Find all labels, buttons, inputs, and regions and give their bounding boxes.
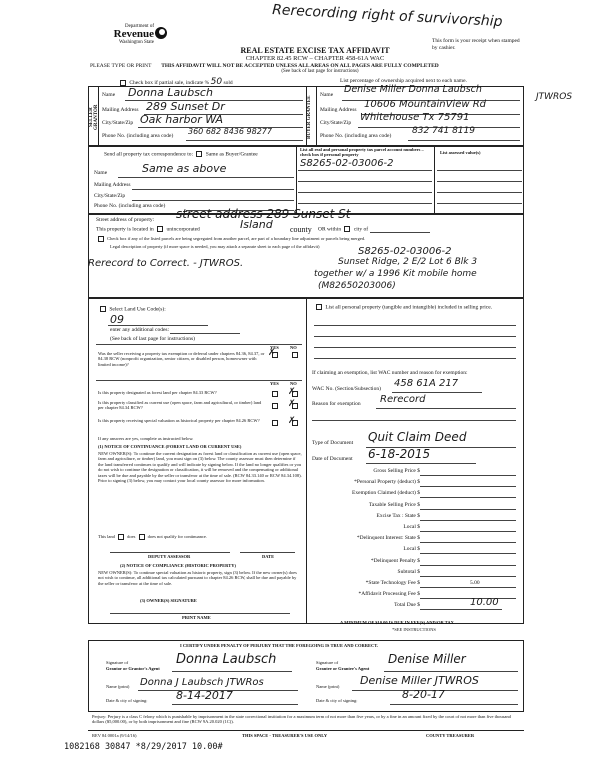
- tax-row-label: Local $: [403, 546, 420, 553]
- q3-yes-checkbox[interactable]: [272, 403, 278, 409]
- deputy-date-label: DATE: [262, 554, 275, 559]
- buyer-city[interactable]: Whitehouse Tx 75791: [360, 112, 470, 123]
- rev-number: REV 84 0001a (9/14/16): [92, 733, 137, 738]
- buyer-extra: JTWROS: [536, 92, 573, 102]
- deputy-assessor-label: DEPUTY ASSESSOR: [148, 554, 191, 559]
- tax-name[interactable]: Same as above: [142, 162, 227, 175]
- handwritten-title: Rerecording right of survivorship: [271, 1, 503, 31]
- not-accepted-line: THIS AFFIDAVIT WILL NOT BE ACCEPTED UNLESS ALL AREAS ON ALL PAGES ARE FULLY COMPLETED: [161, 63, 439, 69]
- notice1-text: NEW OWNER(S): To continue the current designation as forest land or classification as current use (open space, farm and agriculture, or timber) land, you must sign on (3) below. The county assessor must then determine if the land transferred continues to qualify and will indicate by signing below. If the land no longer qualifies or you do not wish to continue the designation or classification, it will be removed and the compensating or additional taxes will be due and payable by the seller or transferor at the time of sale. (RCW 84.33.140 or RCW 84.34.108). Prior to signing (3) below, you may contact your local county assessor for more information.: [98, 451, 302, 483]
- if-claiming-label: If claiming an exemption, list WAC number and reason for exemption:: [312, 370, 468, 376]
- tax-phone-label: Phone No. (including area code): [94, 203, 166, 209]
- partial-sale-sold: sold: [223, 80, 233, 86]
- partial-sale-label: Check box if partial sale, indicate %: [129, 80, 210, 86]
- buyer-city-label: City/State/Zip: [320, 120, 352, 126]
- date-left-label: Date & city of signing:: [106, 698, 148, 703]
- certify-text: I CERTIFY UNDER PENALTY OF PERJURY THAT THE FOREGOING IS TRUE AND CORRECT.: [180, 643, 379, 648]
- dept-logo: [88, 24, 168, 45]
- continuance-row: This land does does not qualify for continuance.: [98, 534, 207, 540]
- notice1-title: (1) NOTICE OF CONTINUANCE (FOREST LAND OR CURRENT USE): [98, 444, 242, 449]
- same-as-buyer-label: Same as Buyer/Grantee: [205, 151, 258, 158]
- dept-of: Department of: [124, 24, 154, 29]
- tax-row-label: *Personal Property (deduct) $: [354, 479, 420, 486]
- doc-type[interactable]: Quit Claim Deed: [368, 430, 467, 444]
- tax-city-label: City/State/Zip: [94, 193, 126, 199]
- tax-row-label: Total Due $: [394, 602, 420, 609]
- buyer-mailing-label: Mailing Address: [320, 107, 357, 113]
- sig-right-label-1: Signature of: [316, 660, 339, 665]
- tax-mailing-label: Mailing Address: [94, 182, 131, 188]
- no-header-2: NO: [290, 381, 297, 386]
- tax-row-label: *State Technology Fee $: [365, 580, 420, 586]
- question-forest: Is this property designated as forest land per chapter 84.33 RCW?: [98, 390, 217, 395]
- minimum-note: A MINIMUM OF $10.00 IS DUE IN FEE(S) AND/OR TAX: [340, 620, 454, 625]
- legal-line2[interactable]: Sunset Ridge, 2 E/2 Lot 6 Blk 3: [338, 257, 478, 267]
- city-checkbox[interactable]: [344, 226, 350, 232]
- if-yes-note: If any answers are yes, complete as instructed below.: [98, 436, 194, 441]
- perjury-text: Perjury: Perjury is a class C felony which is punishable by imprisonment in the state correctional institution for a maximum term of not more than five years, or by a fine in an amount fixed by the court of not more than five thousand dollars ($5,000.00), or by both imprisonment and fine (RCW 9A.20.020 (1C)).: [92, 714, 511, 725]
- send-tax-label: Send all property tax correspondence to: Same as Buyer/Grantee: [104, 151, 258, 158]
- q4-yes-checkbox[interactable]: [272, 420, 278, 426]
- tax-name-label: Name: [94, 170, 108, 176]
- same-as-buyer-checkbox[interactable]: [196, 151, 202, 157]
- buyer-name-label: Name: [320, 92, 334, 98]
- street-address[interactable]: street address 289 Sunset St: [176, 207, 351, 221]
- seller-mailing-label: Mailing Address: [102, 107, 139, 113]
- notice2-text: NEW OWNER(S): To continue special valuation as historic property, sign (3) below. If the new owner(s) does not wish to continue, all additional tax calculated pursuant to chapter 84.26 RCW, shall be due and payable by the seller or transferor at the time of sale.: [98, 570, 297, 586]
- legal-label: Legal description of property (if more space is needed, you may attach a separate sheet to each page of the affidavit): [110, 244, 320, 249]
- reason-label: Reason for exemption: [312, 401, 361, 407]
- land-use-code[interactable]: 09: [110, 313, 124, 326]
- date-left[interactable]: 8-14-2017: [176, 689, 233, 702]
- treasurer-use-only: THIS SPACE - TREASURER'S USE ONLY: [242, 733, 328, 738]
- personal-property-checkbox[interactable]: [316, 304, 322, 310]
- name-right-label: Name (print): [316, 684, 340, 689]
- legal-line4[interactable]: (M82650203006): [318, 281, 396, 291]
- print-name-label: PRINT NAME: [182, 615, 211, 620]
- parcel-number[interactable]: S8265-02-03006-2: [300, 158, 394, 169]
- recording-stamp: 1082168 30847 *8/29/2017 10.00#: [64, 742, 223, 752]
- date-right[interactable]: 8-20-17: [402, 688, 445, 701]
- washington-state: Washington State: [118, 40, 154, 45]
- ownership-note: List percentage of ownership acquired next to each name.: [340, 78, 467, 84]
- name-right[interactable]: Denise Miller JTWROS: [360, 674, 479, 687]
- does-checkbox[interactable]: [118, 534, 124, 540]
- q1-mark: ✗: [268, 348, 276, 358]
- segregated-checkbox[interactable]: [98, 236, 104, 242]
- question-exemption: Was the seller receiving a property tax exemption or deferral under chapters 84.36, 84.37, or 84.38 RCW (nonprofit organization, senior citizen, or disabled person, homeowner with limited income)?: [98, 351, 265, 367]
- name-left-label: Name (print): [106, 684, 130, 689]
- partial-sale-checkbox[interactable]: [120, 80, 126, 86]
- revenue-wordmark: Revenue: [113, 28, 154, 40]
- yes-header-2: YES: [270, 381, 279, 386]
- seller-name-label: Name: [102, 92, 116, 98]
- or-within: OR within city of: [318, 226, 369, 233]
- buyer-mailing[interactable]: 10606 MountainView Rd: [364, 99, 487, 110]
- legal-rerecord: Rerecord to Correct. - JTWROS.: [88, 258, 244, 269]
- yes-header-1: YES: [270, 345, 279, 350]
- buyer-phone-label: Phone No. (including area code): [320, 133, 392, 139]
- unincorporated-checkbox[interactable]: [157, 226, 163, 232]
- sig-left-label-2: Grantor or Grantor's Agent: [106, 666, 160, 671]
- reason-value[interactable]: Rerecord: [380, 394, 426, 405]
- tax-row-label: *Affidavit Processing Fee $: [358, 591, 420, 598]
- located-row: This property is located in unincorporated: [96, 226, 200, 233]
- doc-type-label: Type of Document: [312, 440, 354, 446]
- land-use-checkbox[interactable]: [100, 306, 106, 312]
- sig-left[interactable]: Donna Laubsch: [176, 652, 277, 667]
- tax-row-label: Subtotal $: [397, 568, 420, 575]
- street-label: Street address of property:: [96, 217, 155, 223]
- land-use-see-back: (See back of last page for instructions): [110, 336, 195, 342]
- tax-row-label: Gross Selling Price $: [373, 468, 420, 474]
- buyer-phone[interactable]: 832 741 8119: [412, 126, 475, 136]
- form-title: REAL ESTATE EXCISE TAX AFFIDAVIT: [240, 46, 390, 55]
- q1-no-checkbox[interactable]: [292, 352, 298, 358]
- buyer-name[interactable]: Denise Miller Donna Laubsch: [344, 84, 482, 95]
- seller-mailing[interactable]: 289 Sunset Dr: [146, 100, 225, 113]
- buyer-section-label: BUYER GRANTEE: [307, 95, 312, 140]
- q3-mark: ✗: [288, 399, 296, 409]
- legal-line3[interactable]: together w/ a 1996 Kit mobile home: [314, 269, 477, 279]
- q4-mark: ✗: [288, 416, 296, 426]
- please-type: PLEASE TYPE OR PRINT: [90, 63, 152, 69]
- revenue-logo-icon: [154, 26, 168, 40]
- notice2-title: (2) NOTICE OF COMPLIANCE (HISTORIC PROPERTY): [120, 563, 236, 568]
- no-header-1: NO: [290, 345, 297, 350]
- sig-right[interactable]: Denise Miller: [388, 652, 466, 666]
- assessed-header: List assessed value(s): [440, 150, 481, 155]
- parcel-header: List all real and personal property tax parcel account numbers – check box if personal property: [300, 147, 424, 158]
- tax-row-value[interactable]: 5.00: [470, 580, 480, 586]
- county-name[interactable]: Island: [240, 218, 273, 231]
- county-word: county: [290, 225, 312, 234]
- q2-yes-checkbox[interactable]: [272, 391, 278, 397]
- date-right-label: Date & city of signing:: [316, 698, 358, 703]
- tax-row-label: Taxable Selling Price $: [368, 501, 420, 508]
- seller-section-label: SELLER GRANTOR: [89, 104, 99, 131]
- segregated-row: Check box if any of the listed parcels are being segregated from another parcel, are part of a boundary line adjustment or parcels being merged.: [96, 236, 516, 242]
- sig-left-label-1: Signature of: [106, 660, 129, 665]
- partial-sale-value: 50: [210, 77, 223, 87]
- tax-row-label: Excise Tax : State $: [376, 512, 420, 519]
- wac-label: WAC No. (Section/Subsection): [312, 386, 381, 392]
- tax-row-label: Exemption Claimed (deduct) $: [352, 490, 420, 497]
- seller-city[interactable]: Oak harbor WA: [140, 113, 224, 126]
- chapter-line: CHAPTER 82.45 RCW – CHAPTER 458-61A WAC: [245, 55, 385, 62]
- seller-name[interactable]: Donna Laubsch: [128, 86, 213, 99]
- wac-number[interactable]: 458 61A 217: [394, 378, 459, 389]
- tax-row-label: *Delinquent Penalty $: [370, 557, 420, 564]
- personal-property-row: List all personal property (tangible and intangible) included in selling price.: [314, 304, 514, 310]
- tax-row-value[interactable]: 10.00: [470, 597, 499, 609]
- legal-line1[interactable]: S8265-02-03006-2: [358, 246, 452, 257]
- owner-signature-label: (3) OWNER(S) SIGNATURE: [140, 598, 197, 603]
- seller-phone-label: Phone No. (including area code): [102, 133, 174, 139]
- seller-phone[interactable]: 360 682 8436 98277: [188, 127, 272, 136]
- land-use-row: Select Land Use Code(s):: [98, 306, 166, 312]
- see-instructions: *SEE INSTRUCTIONS: [392, 627, 436, 632]
- name-left[interactable]: Donna J Laubsch JTWRos: [140, 677, 264, 688]
- tax-row-label: Local $: [403, 524, 420, 530]
- doc-date-label: Date of Document: [312, 456, 353, 462]
- additional-codes-label: enter any additional codes:: [110, 327, 170, 333]
- tax-row-label: *Delinquent Interest: State $: [356, 535, 420, 542]
- sig-right-label-2: Grantee or Grantee's Agent: [316, 666, 370, 671]
- see-back-line: (See back of last page for instructions): [281, 69, 359, 74]
- q2-mark: ✗: [288, 387, 296, 397]
- seller-city-label: City/State/Zip: [102, 120, 134, 126]
- doc-date[interactable]: 6-18-2015: [368, 447, 431, 461]
- does-not-checkbox[interactable]: [139, 534, 145, 540]
- county-treasurer: COUNTY TREASURER: [426, 733, 475, 738]
- question-current-use: Is this property classified as current use (open space, farm and agricultural, or timber) land per chapter 84.34 RCW?: [98, 400, 262, 411]
- receipt-note: This form is your receipt when stamped by cashier.: [432, 38, 520, 52]
- question-historic: Is this property receiving special valuation as historical property per chapter 84.26 RCW?: [98, 418, 260, 423]
